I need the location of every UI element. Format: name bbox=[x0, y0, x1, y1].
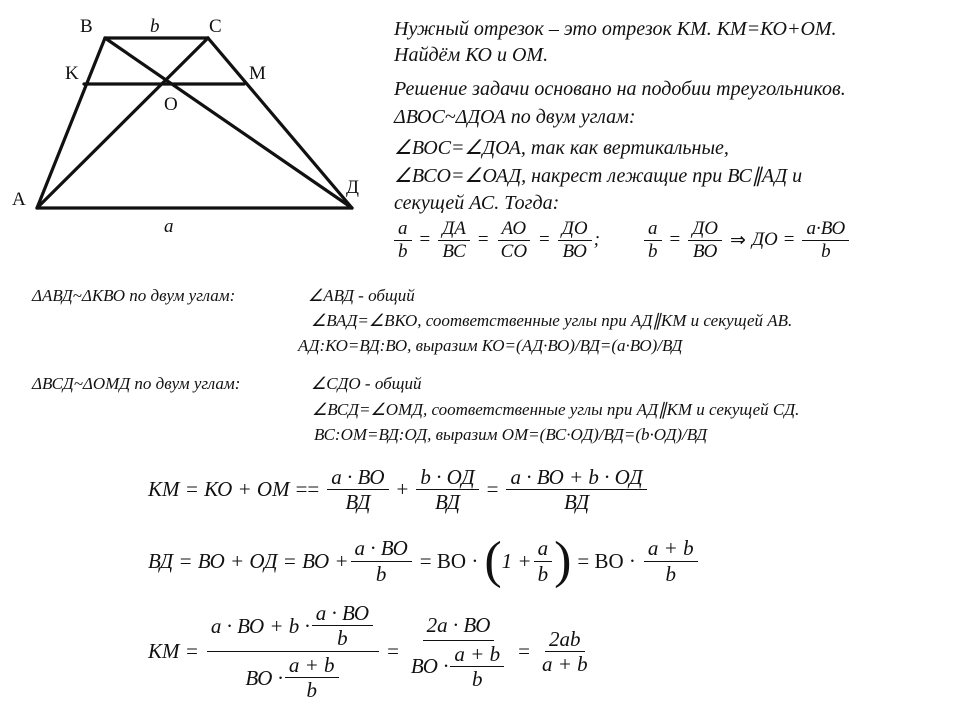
r2-f1-num: a bbox=[644, 219, 662, 241]
ratio-equation-1: $\frac{a}{b}$ = $\frac{ДА}{ВС}$ = $\frac{АО}{СО}$ = $\frac{ДО}{ВО}$ ; bbox=[392, 219, 600, 262]
eq2-left-paren: ( bbox=[484, 532, 502, 589]
r1-f2-den: ВС bbox=[442, 240, 466, 262]
eq1-equals: == bbox=[295, 477, 320, 502]
equation-km-final bbox=[148, 602, 594, 701]
eq1-f3-num: a · ВО + b · ОД bbox=[506, 466, 646, 490]
eq1-f3-den: ВД bbox=[564, 490, 590, 515]
eq3-num-frac-num: a · ВО bbox=[312, 602, 373, 626]
intro-line-2: Найдём КО и ОМ. bbox=[394, 44, 549, 66]
eq2-eq: = ВО · bbox=[419, 548, 479, 573]
label-d-vertex: Д bbox=[346, 177, 359, 198]
sim1-line-1b: ∠АВД - общий bbox=[308, 286, 415, 305]
equation-km-sum bbox=[148, 466, 649, 513]
eq1-f1-den: ВД bbox=[345, 490, 371, 515]
equation-bd bbox=[148, 532, 700, 589]
trapezoid-diagram bbox=[0, 0, 380, 250]
intro-line-7: секущей АС. Тогда: bbox=[394, 192, 560, 214]
label-a-vertex: A bbox=[12, 189, 26, 210]
r1-f4-den: ВО bbox=[562, 240, 587, 262]
eq3-lhs: КМ = bbox=[148, 639, 199, 664]
eq3-final-den: a + b bbox=[541, 652, 588, 677]
eq2-f3-den: b bbox=[665, 561, 676, 586]
label-b-side: b bbox=[150, 16, 160, 37]
eq3-mid-num: 2a · ВО bbox=[423, 614, 495, 641]
eq3-num-frac-den: b bbox=[337, 626, 348, 651]
r2-f3-den: b bbox=[821, 240, 831, 262]
label-o: O bbox=[164, 94, 178, 115]
r1-f4-num: ДО bbox=[558, 219, 592, 241]
sim2-line-1b: ∠СДО - общий bbox=[311, 374, 422, 393]
label-a-side: a bbox=[164, 216, 174, 237]
eq1-f1-num: a · ВО bbox=[327, 466, 388, 490]
eq2-f2-num: a bbox=[534, 537, 553, 561]
sim2-line-3: ВС:ОМ=ВД:ОД, выразим ОМ=(ВС·ОД)/ВД=(b·ОД)/ВД bbox=[314, 425, 708, 444]
eq3-num-text: a · ВО + b · bbox=[210, 613, 310, 638]
eq3-equals: = bbox=[387, 639, 399, 664]
r2-f1-den: b bbox=[648, 240, 658, 262]
eq3-den-frac-den: b bbox=[306, 678, 317, 703]
sim2-line-1: ΔВСД~ΔОМД по двум углам: bbox=[32, 374, 241, 393]
intro-line-6: ∠ВСО=∠ОАД, накрест лежащие при ВС∥АД и bbox=[394, 165, 803, 187]
eq2-f1-den: b bbox=[375, 561, 387, 586]
eq2-lhs: ВД = ВО + ОД = ВО + bbox=[148, 548, 349, 573]
sim1-line-2: ∠ВАД=∠ВКО, соответственные углы при АД∥КМ и секущей АВ. bbox=[311, 311, 793, 330]
eq1-f2-den: ВД bbox=[434, 490, 461, 515]
intro-line-5: ∠ВОС=∠ДОА, так как вертикальные, bbox=[394, 137, 729, 159]
label-c-vertex: C bbox=[209, 16, 222, 37]
r1-f1-den: b bbox=[398, 240, 408, 262]
r2-f2-den: ВО bbox=[692, 240, 718, 262]
eq2-f1-num: a · ВО bbox=[351, 537, 412, 561]
sim1-line-3: АД:КО=ВД:ВО, выразим КО=(АД·ВО)/ВД=(a·ВО)/ВД bbox=[298, 336, 683, 355]
sim1-line-1: ΔАВД~ΔКВО по двум углам: bbox=[32, 286, 236, 305]
r1-f1-num: a bbox=[394, 219, 412, 241]
r1-f3-num: АО bbox=[498, 219, 531, 241]
intro-line-3: Решение задачи основано на подобии треугольников. bbox=[394, 78, 846, 100]
eq3-final-num: 2ab bbox=[545, 628, 585, 652]
eq1-equals-2: = bbox=[486, 477, 499, 502]
eq3-equals-2: = bbox=[518, 639, 530, 664]
eq3-den-frac-num: a + b bbox=[285, 654, 339, 678]
r1-f2-num: ДА bbox=[438, 219, 470, 241]
eq1-lhs: КМ = КО + ОМ bbox=[148, 477, 290, 502]
eq2-one: 1 + bbox=[501, 548, 532, 573]
r1-end: ; bbox=[593, 229, 600, 251]
label-b-vertex: B bbox=[80, 16, 93, 37]
eq3-mid-den-frac-num: a + b bbox=[450, 643, 504, 667]
eq1-f2-num: b · ОД bbox=[416, 466, 478, 490]
intro-line-1: Нужный отрезок – это отрезок КМ. КМ=КО+ОМ. bbox=[394, 18, 837, 40]
r2-f2-num: ДО bbox=[688, 219, 722, 241]
eq2-f3-num: a + b bbox=[644, 537, 698, 561]
eq1-plus: + bbox=[396, 477, 409, 502]
eq2-eq2: = ВО · bbox=[577, 548, 636, 573]
intro-line-4: ΔВОС~ΔДОА по двум углам: bbox=[394, 106, 636, 128]
label-m: M bbox=[249, 63, 266, 84]
eq3-mid-den-text: ВО · bbox=[410, 654, 449, 679]
implies-arrow-icon: ⇒ bbox=[730, 229, 746, 251]
r2-lhs: ДО bbox=[751, 229, 778, 251]
r2-f3-num: a·ВО bbox=[802, 219, 849, 241]
r1-f3-den: СО bbox=[500, 240, 528, 262]
sim2-line-2: ∠ВСД=∠ОМД, соответственные углы при АД∥КМ и секущей СД. bbox=[312, 400, 800, 419]
diagonal-ac bbox=[37, 38, 208, 208]
eq3-den-text: ВО · bbox=[245, 665, 283, 690]
label-k: K bbox=[65, 63, 79, 84]
ratio-equation-2: $\frac{a}{b}$ = $\frac{ДО}{ВО}$ ⇒ ДО = $\frac{a\cdot ВО}{b}$ bbox=[642, 219, 851, 262]
eq3-mid-den-frac-den: b bbox=[472, 666, 483, 691]
eq2-right-paren: ) bbox=[554, 532, 572, 589]
eq2-f2-den: b bbox=[537, 561, 549, 586]
